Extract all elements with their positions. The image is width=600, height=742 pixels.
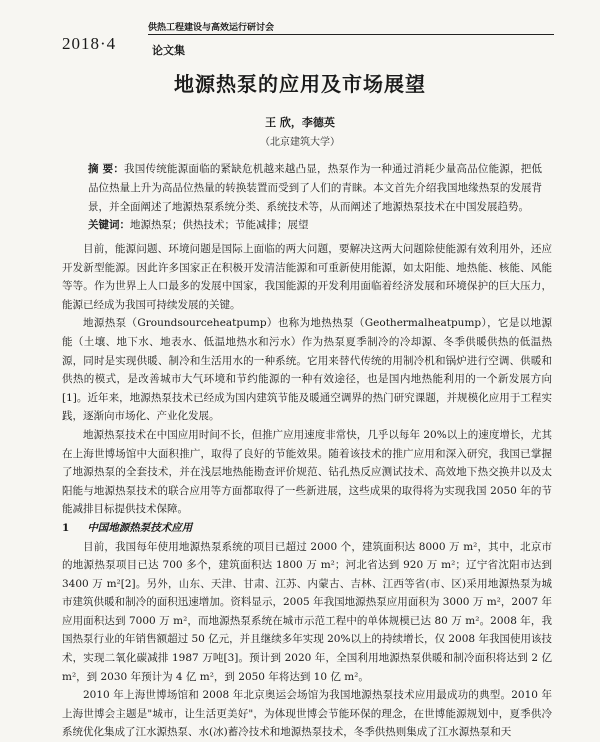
keywords-label: 关键词： [88, 219, 130, 231]
section-heading [62, 519, 552, 538]
paragraph-2: 地源热泵（Groundsourceheatpump）也称为地热热泵（Geothermalheatpump），它是以地源能（土壤、地下水、地表水、低温地热水和污水）作为热泵夏季制冷的冷却源、冬季供暖供热的低温热源，同时是实现供暖、制冷和生活用水的一种系统。它用来替代传统的用制冷机和锅炉进行空调、供暖和供热的模式，是改善城市大气环境和节约能源的一种有效途径，也是国内地热能利用的一个新发展方向[1]。近年来，地源热泵技术已经成为国内建筑节能及暖通空调界的热门研究课题，并规模化应用于工程实践，逐渐向市场化、产业化发展。 [62, 317, 552, 423]
authors: 王 欣，李德英 [265, 116, 335, 129]
affiliation: （北京建筑大学） [260, 137, 340, 148]
paragraph-5: 2010 年上海世博场馆和 2008 年北京奥运会场馆为我国地源热泵技术应用最成功的典型。2010 年上海世博会主题是"城市，让生活更美好"，为体现世博会节能环保的理念，在世博能源规划中，夏季供冷系统优化集成了江水源热泵、水(冰)蓄冷技术和地源热泵技术，冬季供热则集成了江水源热泵和天 [62, 689, 552, 739]
section-name: 论文集 [152, 44, 185, 57]
paragraph-4: 目前，我国每年使用地源热泵系统的项目已超过 2000 个，建筑面积达 8000 万 m²，其中，北京市的地源热泵项目已达 700 多个，建筑面积达 1800 万 m²；河北省达到 920 万 m²；辽宁省沈阳市达到 3400 万 m²[2]。另外，山东、天津、甘肃、江苏、内蒙古、吉林、江西等省(市、区)采用地源热泵为城市建筑供暖和制冷的面积迅速增加。资料显示，2005 年我国地源热泵应用面积为 3000 万 m²，2007 年应用面积达到 7000 万 m²，而地源热泵系统在城市示范工程中的单体规模已达 80 万 m²。2008 年，我国热泵行业的年销售额超过 50 亿元，并且继续多年实现 20%以上的持续增长，仅 2008 年我国使用该技术，实现二氧化碳减排 1987 万吨[3]。预计到 2020 年，全国利用地源热泵供暖和制冷面积将达到 2 亿 m²，到 2030 年预计为 4 亿 m²，到 2050 年将达到 10 亿 m²。 [62, 540, 552, 683]
abstract [88, 160, 542, 217]
abstract-label: 摘 要： [88, 163, 125, 175]
journal-name: 供热工程建设与高效运行研讨会 [148, 23, 275, 33]
paragraph-3: 地源热泵技术在中国应用时间不长，但推广应用速度非常快，几乎以每年 20%以上的速度增长，尤其在上海世博场馆中大面积推广，取得了良好的节能效果。随着该技术的推广应用和深入研究，我国已掌握了地源热泵的全套技术，并在浅层地热能勘查评价规范、钻孔热反应测试技术、高效地下热交换井以及太阳能与地源热泵技术的联合应用等方面都取得了一些新进展，这些成果的取得将为实现我国 2050 年的节能减排目标提供技术保障。 [62, 428, 552, 516]
issue-date: 2018·4 [62, 34, 117, 53]
section-number: 1 [62, 521, 70, 534]
keywords-text: 地源热泵；供热技术；节能减排；展望 [130, 219, 309, 231]
page-title: 地源热泵的应用及市场展望 [174, 72, 426, 96]
abstract-text: 我国传统能源面临的紧缺危机越来越凸显，热泵作为一种通过消耗少量高品位能源，把低品位热量上升为高品位热量的转换装置而受到了人们的青睐。本文首先介绍我国地缘热泵的发展背景，并全面阐述了地源热泵系统分类、系统技术等，从而阐述了地源热泵技术在中国发展趋势。 [88, 163, 542, 213]
paragraph-1: 目前，能源问题、环境问题是国际上面临的两大问题，要解决这两大问题除使能源有效利用外，还应开发新型能源。因此许多国家正在积极开发清洁能源和可重新使用能源，如太阳能、地热能、核能、风能等等。作为世界上人口最多的发展中国家，我国能源的开发利用面临着经济发展和环境保护的巨大压力，能源已经成为我国可持续发展的关键。 [62, 243, 552, 311]
keywords [88, 216, 542, 234]
body-text [62, 240, 552, 742]
section-title: 中国地源热泵技术应用 [87, 521, 193, 534]
header-rule [148, 34, 554, 35]
